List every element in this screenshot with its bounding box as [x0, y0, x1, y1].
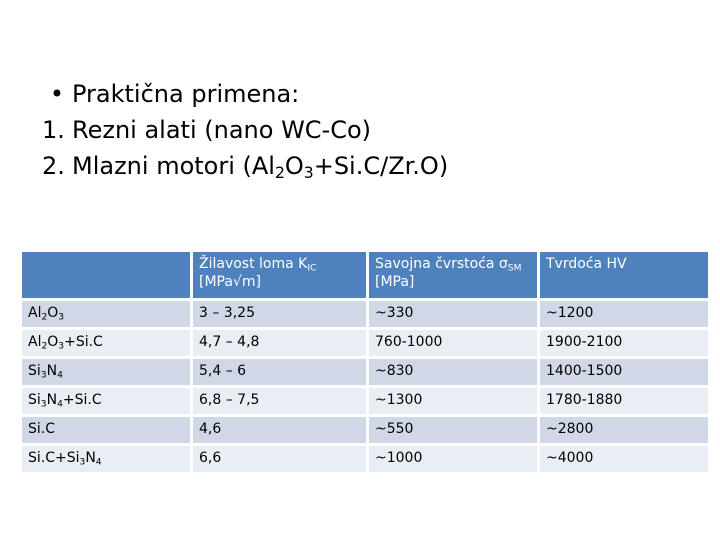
table-row: [22, 301, 708, 327]
list-item-1: [42, 112, 448, 148]
bullet-title: [42, 76, 448, 112]
cell-hardness: ~1200: [540, 301, 708, 327]
cell-material: $Si_3N_4$: [22, 359, 190, 385]
table-row: [22, 359, 708, 385]
list-number: 1.: [42, 116, 65, 144]
cell-flexural-strength: ~550: [369, 417, 537, 443]
materials-table: [19, 249, 711, 475]
cell-flexural-strength: ~830: [369, 359, 537, 385]
table-row: [22, 388, 708, 414]
cell-hardness: ~4000: [540, 446, 708, 472]
cell-material: $Al_2O_3+Si.C$: [22, 330, 190, 356]
cell-flexural-strength: ~1300: [369, 388, 537, 414]
bullet-title-text: Praktična primena:: [72, 80, 300, 108]
list-item-2-text: Mlazni motori $(Al_2O_3+Si.C/Zr.O)$: [72, 152, 449, 182]
header-flexural-strength: Savojna čvrstoća $\sigma_{SM}$ [MPa]: [369, 252, 537, 298]
table-header-row: [22, 252, 708, 298]
cell-flexural-strength: ~330: [369, 301, 537, 327]
cell-fracture-toughness: 5,4 – 6: [193, 359, 366, 385]
table-row: [22, 417, 708, 443]
cell-material: Si.C: [22, 417, 190, 443]
cell-hardness: ~2800: [540, 417, 708, 443]
cell-hardness: 1900-2100: [540, 330, 708, 356]
cell-fracture-toughness: 6,8 – 7,5: [193, 388, 366, 414]
table-row: [22, 330, 708, 356]
bullet-list: [42, 76, 448, 184]
table-row: [22, 446, 708, 472]
cell-fracture-toughness: 4,7 – 4,8: [193, 330, 366, 356]
cell-hardness: 1400-1500: [540, 359, 708, 385]
list-number: 2.: [42, 152, 65, 180]
cell-hardness: 1780-1880: [540, 388, 708, 414]
cell-fracture-toughness: 3 – 3,25: [193, 301, 366, 327]
list-item-2: [42, 148, 448, 184]
cell-material: $Si.C+Si_3N_4$: [22, 446, 190, 472]
cell-material: $Al_2O_3$: [22, 301, 190, 327]
bullet-dot-icon: •: [49, 80, 65, 108]
cell-material: $Si_3N_4+Si.C$: [22, 388, 190, 414]
cell-fracture-toughness: 6,6: [193, 446, 366, 472]
header-fracture-toughness: Žilavost loma $K_{IC}$ [MPa√m]: [193, 252, 366, 298]
cell-flexural-strength: ~1000: [369, 446, 537, 472]
cell-fracture-toughness: 4,6: [193, 417, 366, 443]
list-item-1-text: Rezni alati (nano WC-Co): [72, 116, 372, 144]
header-hardness: Tvrdoća HV: [540, 252, 708, 298]
cell-flexural-strength: 760-1000: [369, 330, 537, 356]
header-material: [22, 252, 190, 298]
